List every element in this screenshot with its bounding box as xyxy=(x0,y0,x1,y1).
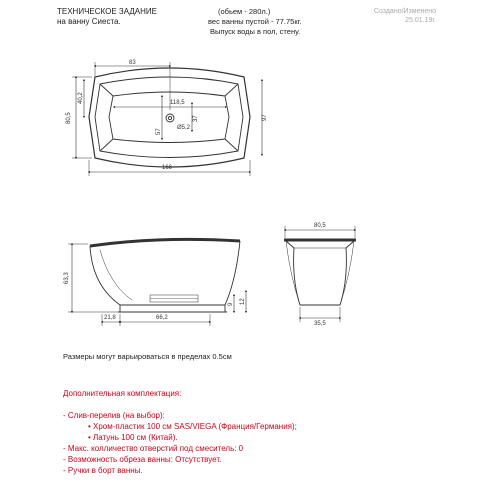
dim-left-inner-label: 40,2 xyxy=(78,92,84,104)
extras-item: • Латунь 100 см (Китай). xyxy=(88,433,178,442)
corner-line xyxy=(225,139,238,151)
dim-left-outer-label: 80,5 xyxy=(66,112,72,124)
tolerance-note: Размеры могут варьироваться в пределах 0.5см xyxy=(63,352,232,361)
dim-offset-label: 21,8 xyxy=(104,315,116,321)
dim-base-label: 66,2 xyxy=(156,315,168,321)
created-date: 25.01.19г. xyxy=(405,17,436,24)
dim-height-label: 63,3 xyxy=(64,272,70,284)
title-line-1: ТЕХНИЧЕСКОЕ ЗАДАНИЕ xyxy=(57,7,157,16)
end-view-side-line xyxy=(286,241,300,305)
corner-line xyxy=(100,139,113,151)
extras-item: - Возможность обреза ванны: Отсутствует. xyxy=(63,455,222,464)
end-dim-base-label: 35,5 xyxy=(314,321,326,327)
side-view-rim xyxy=(90,239,240,246)
side-view xyxy=(68,239,246,326)
dim-top-label: 83 xyxy=(129,60,136,66)
dim-inner-width-label: 118,5 xyxy=(170,100,185,106)
end-view-side-line xyxy=(340,241,354,305)
extras-item: - Макс. колличество отверстий под смеситель: 0 xyxy=(63,444,244,453)
side-view-body-outline xyxy=(90,241,240,305)
end-dim-top-label: 80,5 xyxy=(314,223,326,229)
weight-text: вес ванны пустой - 77.75кг. xyxy=(208,17,302,26)
extras-item: - Ручки в борт ванны. xyxy=(63,466,143,475)
top-view-outer-rim xyxy=(89,68,250,167)
dim-bottom-label: 166 xyxy=(162,165,173,171)
volume-text: (обьем - 280л.) xyxy=(218,7,271,16)
drain-hole xyxy=(166,114,174,122)
corner-line xyxy=(225,84,238,96)
corner-line xyxy=(100,84,113,96)
created-label: Создано/Изменено xyxy=(373,8,436,15)
end-view-body xyxy=(286,241,354,305)
top-view xyxy=(72,62,262,176)
dim-leg-height-label: 9 xyxy=(228,302,234,306)
dim-drain-diameter-label: Ø5,2 xyxy=(177,125,191,131)
extras-item: - Слив-перелив (на выбор): xyxy=(63,411,165,420)
dim-inner-vertical-label: 37 xyxy=(193,115,199,122)
title-line-2: на ванну Сиеста. xyxy=(57,17,121,26)
drain-hole-inner xyxy=(168,116,171,119)
dim-drain-vertical-label: 57 xyxy=(156,128,162,135)
side-view-inner-curve xyxy=(100,250,132,300)
extras-item: • Хром-пластик 100 см SAS/VIEGA (Франция/Германия); xyxy=(88,422,297,431)
drain-text: Выпуск воды в пол, стену. xyxy=(210,27,301,36)
end-view xyxy=(284,226,356,322)
extras-title: Дополнительная комплектация: xyxy=(63,389,182,398)
dim-right-label: 97 xyxy=(262,114,268,121)
dim-leg-small-label: 12 xyxy=(240,298,246,305)
